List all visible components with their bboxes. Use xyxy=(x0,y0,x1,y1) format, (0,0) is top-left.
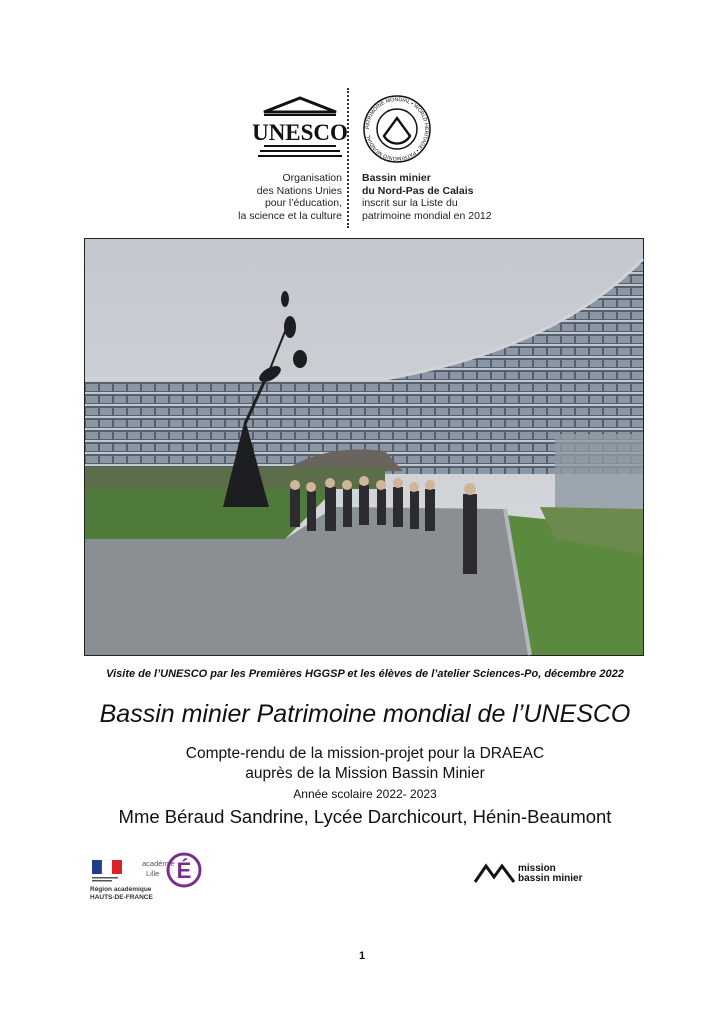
unesco-logo xyxy=(252,96,348,160)
unesco-line: pour l’éducation, xyxy=(264,197,342,209)
region-line: HAUTS-DE-FRANCE xyxy=(90,894,153,901)
page-number: 1 xyxy=(358,950,366,962)
bassin-line: patrimoine mondial en 2012 xyxy=(362,209,492,222)
unesco-line: la science et la culture xyxy=(238,209,342,222)
bassin-line: Bassin minier xyxy=(362,172,431,184)
subtitle-line-2: auprès de la Mission Bassin Minier xyxy=(245,765,485,782)
school-year: Année scolaire 2022- 2023 xyxy=(293,787,437,801)
document-title: Bassin minier Patrimoine mondial de l’UNESCO xyxy=(99,700,631,728)
subtitle-line-1: Compte-rendu de la mission-projet pour la DRAEAC xyxy=(185,745,545,762)
header-divider xyxy=(347,88,349,228)
bassin-minier-text xyxy=(362,172,532,222)
academie-lille-logo xyxy=(142,846,202,890)
academie-word: académie xyxy=(142,859,175,868)
author-line: Mme Béraud Sandrine, Lycée Darchicourt, Hénin-Beaumont xyxy=(118,806,612,827)
unesco-organisation-text xyxy=(200,172,342,222)
unesco-wordmark: UNESCO xyxy=(252,120,348,145)
unesco-visit-photo xyxy=(84,238,644,656)
svg-text:É: É xyxy=(176,858,192,883)
bassin-minier-word: bassin minier xyxy=(518,873,583,884)
bassin-line: inscrit sur la Liste du xyxy=(362,197,458,209)
lille-word: Lille xyxy=(146,869,160,878)
world-heritage-emblem-icon xyxy=(362,94,432,164)
unesco-line: des Nations Unies xyxy=(256,184,342,197)
region-line: Région académique xyxy=(90,886,152,893)
emblem-ring-text: PATRIMOINE MONDIAL • WORLD HERITAGE • PATRIMONIO MUNDIAL xyxy=(364,96,430,162)
photo-caption: Visite de l’UNESCO par les Premières HGGSP et les élèves de l’atelier Sciences-Po, décembre 2022 xyxy=(106,668,624,680)
unesco-line: Organisation xyxy=(282,172,342,184)
mission-word: mission xyxy=(518,863,556,874)
bassin-line: du Nord-Pas de Calais xyxy=(362,184,474,197)
mission-bassin-minier-logo xyxy=(474,858,584,886)
